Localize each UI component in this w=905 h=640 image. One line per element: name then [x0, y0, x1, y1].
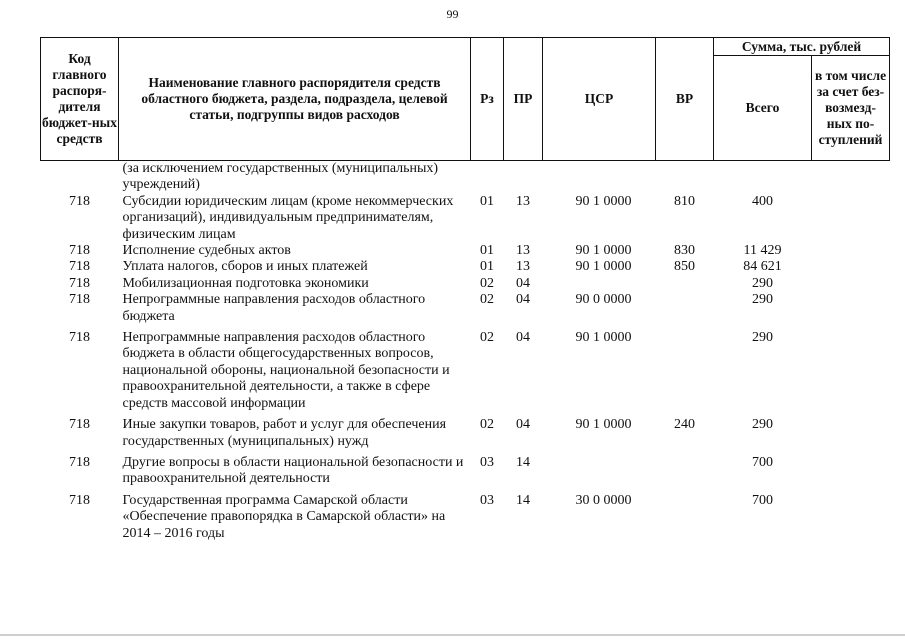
- row-name: Непрограммные направления расходов областного бюджета в области общегосударственных вопросов, национальной обороны, национальной безопасности и правоохранительной деятельности, а также в сфере средств массовой информации: [122, 330, 450, 411]
- row-code: 718: [69, 193, 90, 209]
- row-code: 718: [69, 492, 90, 508]
- row-csr: 90 1 0000: [575, 330, 632, 346]
- row-vr: [656, 488, 714, 542]
- row-free: [812, 412, 890, 450]
- row-total: 700: [752, 454, 773, 470]
- row-rz: 02: [480, 275, 494, 291]
- row-rz: 01: [480, 243, 494, 259]
- row-free: [812, 259, 890, 275]
- row-pr: 14: [516, 492, 530, 508]
- row-code: 718: [69, 330, 90, 346]
- row-code: 718: [69, 259, 90, 275]
- table-header: [41, 38, 890, 161]
- row-csr: 90 1 0000: [575, 417, 632, 433]
- row-rz: 03: [480, 492, 494, 508]
- row-total: 11 429: [743, 243, 782, 259]
- row-vr: 850: [674, 259, 695, 275]
- row-rz: 03: [480, 454, 494, 470]
- row-vr: [656, 292, 714, 325]
- row-free: [812, 325, 890, 412]
- page-number: 99: [446, 7, 459, 21]
- table-row: [41, 276, 890, 292]
- header-free: в том числе за счет без-возмезд-ных по-ступлений: [812, 56, 890, 161]
- row-name: Исполнение судебных актов: [122, 243, 291, 259]
- row-csr: [543, 450, 656, 488]
- row-rz: [471, 161, 504, 194]
- row-rz: 01: [480, 193, 494, 209]
- row-pr: 04: [516, 292, 530, 308]
- row-csr: 90 0 0000: [575, 292, 632, 308]
- row-code: 718: [69, 243, 90, 259]
- header-name: Наименование главного распорядителя средств областного бюджета, раздела, подраздела, целевой статьи, подгруппы видов расходов: [119, 38, 471, 161]
- row-code: [41, 161, 119, 194]
- row-code: 718: [69, 275, 90, 291]
- row-name: Другие вопросы в области национальной безопасности и правоохранительной деятельности: [122, 454, 464, 487]
- row-pr: 13: [516, 243, 530, 259]
- row-free: [812, 194, 890, 243]
- table-body: [41, 161, 890, 542]
- header-pr: ПР: [504, 38, 543, 161]
- row-pr: 04: [516, 275, 530, 291]
- row-name: (за исключением государственных (муниципальных) учреждений): [122, 161, 439, 193]
- row-name: Субсидии юридическим лицам (кроме некоммерческих организаций), индивидуальным предпринимателям, физическим лицам: [122, 193, 454, 242]
- row-free: [812, 243, 890, 259]
- row-vr: 830: [674, 243, 695, 259]
- row-code: 718: [69, 454, 90, 470]
- header-vr: ВР: [656, 38, 714, 161]
- row-pr: 04: [516, 330, 530, 346]
- header-rz: Рз: [471, 38, 504, 161]
- row-pr: 04: [516, 417, 530, 433]
- row-code: 718: [69, 292, 90, 308]
- row-rz: 02: [480, 417, 494, 433]
- header-total: Всего: [714, 56, 812, 161]
- row-rz: 02: [480, 292, 494, 308]
- row-free: [812, 276, 890, 292]
- row-csr: [543, 161, 656, 194]
- table-row: [41, 325, 890, 412]
- row-vr: [656, 161, 714, 194]
- row-code: 718: [69, 417, 90, 433]
- table-row: [41, 161, 890, 194]
- header-code: Код главного распоря-дителя бюджет-ных средств: [41, 38, 119, 161]
- row-csr: 90 1 0000: [575, 259, 632, 275]
- row-name: Государственная программа Самарской области «Обеспечение правопорядка в Самарской области» на 2014 – 2016 годы: [122, 492, 446, 541]
- row-total: 290: [752, 330, 773, 346]
- row-total: [714, 161, 812, 194]
- row-vr: 240: [674, 417, 695, 433]
- row-vr: [656, 450, 714, 488]
- row-name: Иные закупки товаров, работ и услуг для обеспечения государственных (муниципальных) нужд: [122, 417, 447, 449]
- row-total: 290: [752, 417, 773, 433]
- header-sum: Сумма, тыс. рублей: [714, 38, 890, 56]
- table-row: [41, 488, 890, 542]
- table-row: [41, 412, 890, 450]
- row-total: 84 621: [743, 259, 782, 275]
- row-name: Мобилизационная подготовка экономики: [122, 275, 369, 291]
- row-free: [812, 292, 890, 325]
- budget-table: [40, 37, 890, 542]
- row-csr: 90 1 0000: [575, 243, 632, 259]
- row-rz: 01: [480, 259, 494, 275]
- row-csr: 90 1 0000: [575, 193, 632, 209]
- row-rz: 02: [480, 330, 494, 346]
- row-total: 400: [752, 193, 773, 209]
- row-total: 700: [752, 492, 773, 508]
- row-name: Уплата налогов, сборов и иных платежей: [122, 259, 368, 275]
- row-csr: 30 0 0000: [575, 492, 632, 508]
- table-row: [41, 450, 890, 488]
- table-row: [41, 292, 890, 325]
- row-csr: [543, 276, 656, 292]
- table-row: [41, 243, 890, 259]
- row-vr: [656, 276, 714, 292]
- row-total: 290: [752, 275, 773, 291]
- row-total: 290: [752, 292, 773, 308]
- row-vr: 810: [674, 193, 695, 209]
- row-free: [812, 488, 890, 542]
- row-vr: [656, 325, 714, 412]
- row-pr: [504, 161, 543, 194]
- row-pr: 13: [516, 193, 530, 209]
- row-free: [812, 161, 890, 194]
- scan-edge-line: [0, 634, 905, 636]
- table-row: [41, 259, 890, 275]
- row-pr: 14: [516, 454, 530, 470]
- table-row: [41, 194, 890, 243]
- row-free: [812, 450, 890, 488]
- header-csr: ЦСР: [543, 38, 656, 161]
- row-name: Непрограммные направления расходов областного бюджета: [122, 292, 426, 324]
- row-pr: 13: [516, 259, 530, 275]
